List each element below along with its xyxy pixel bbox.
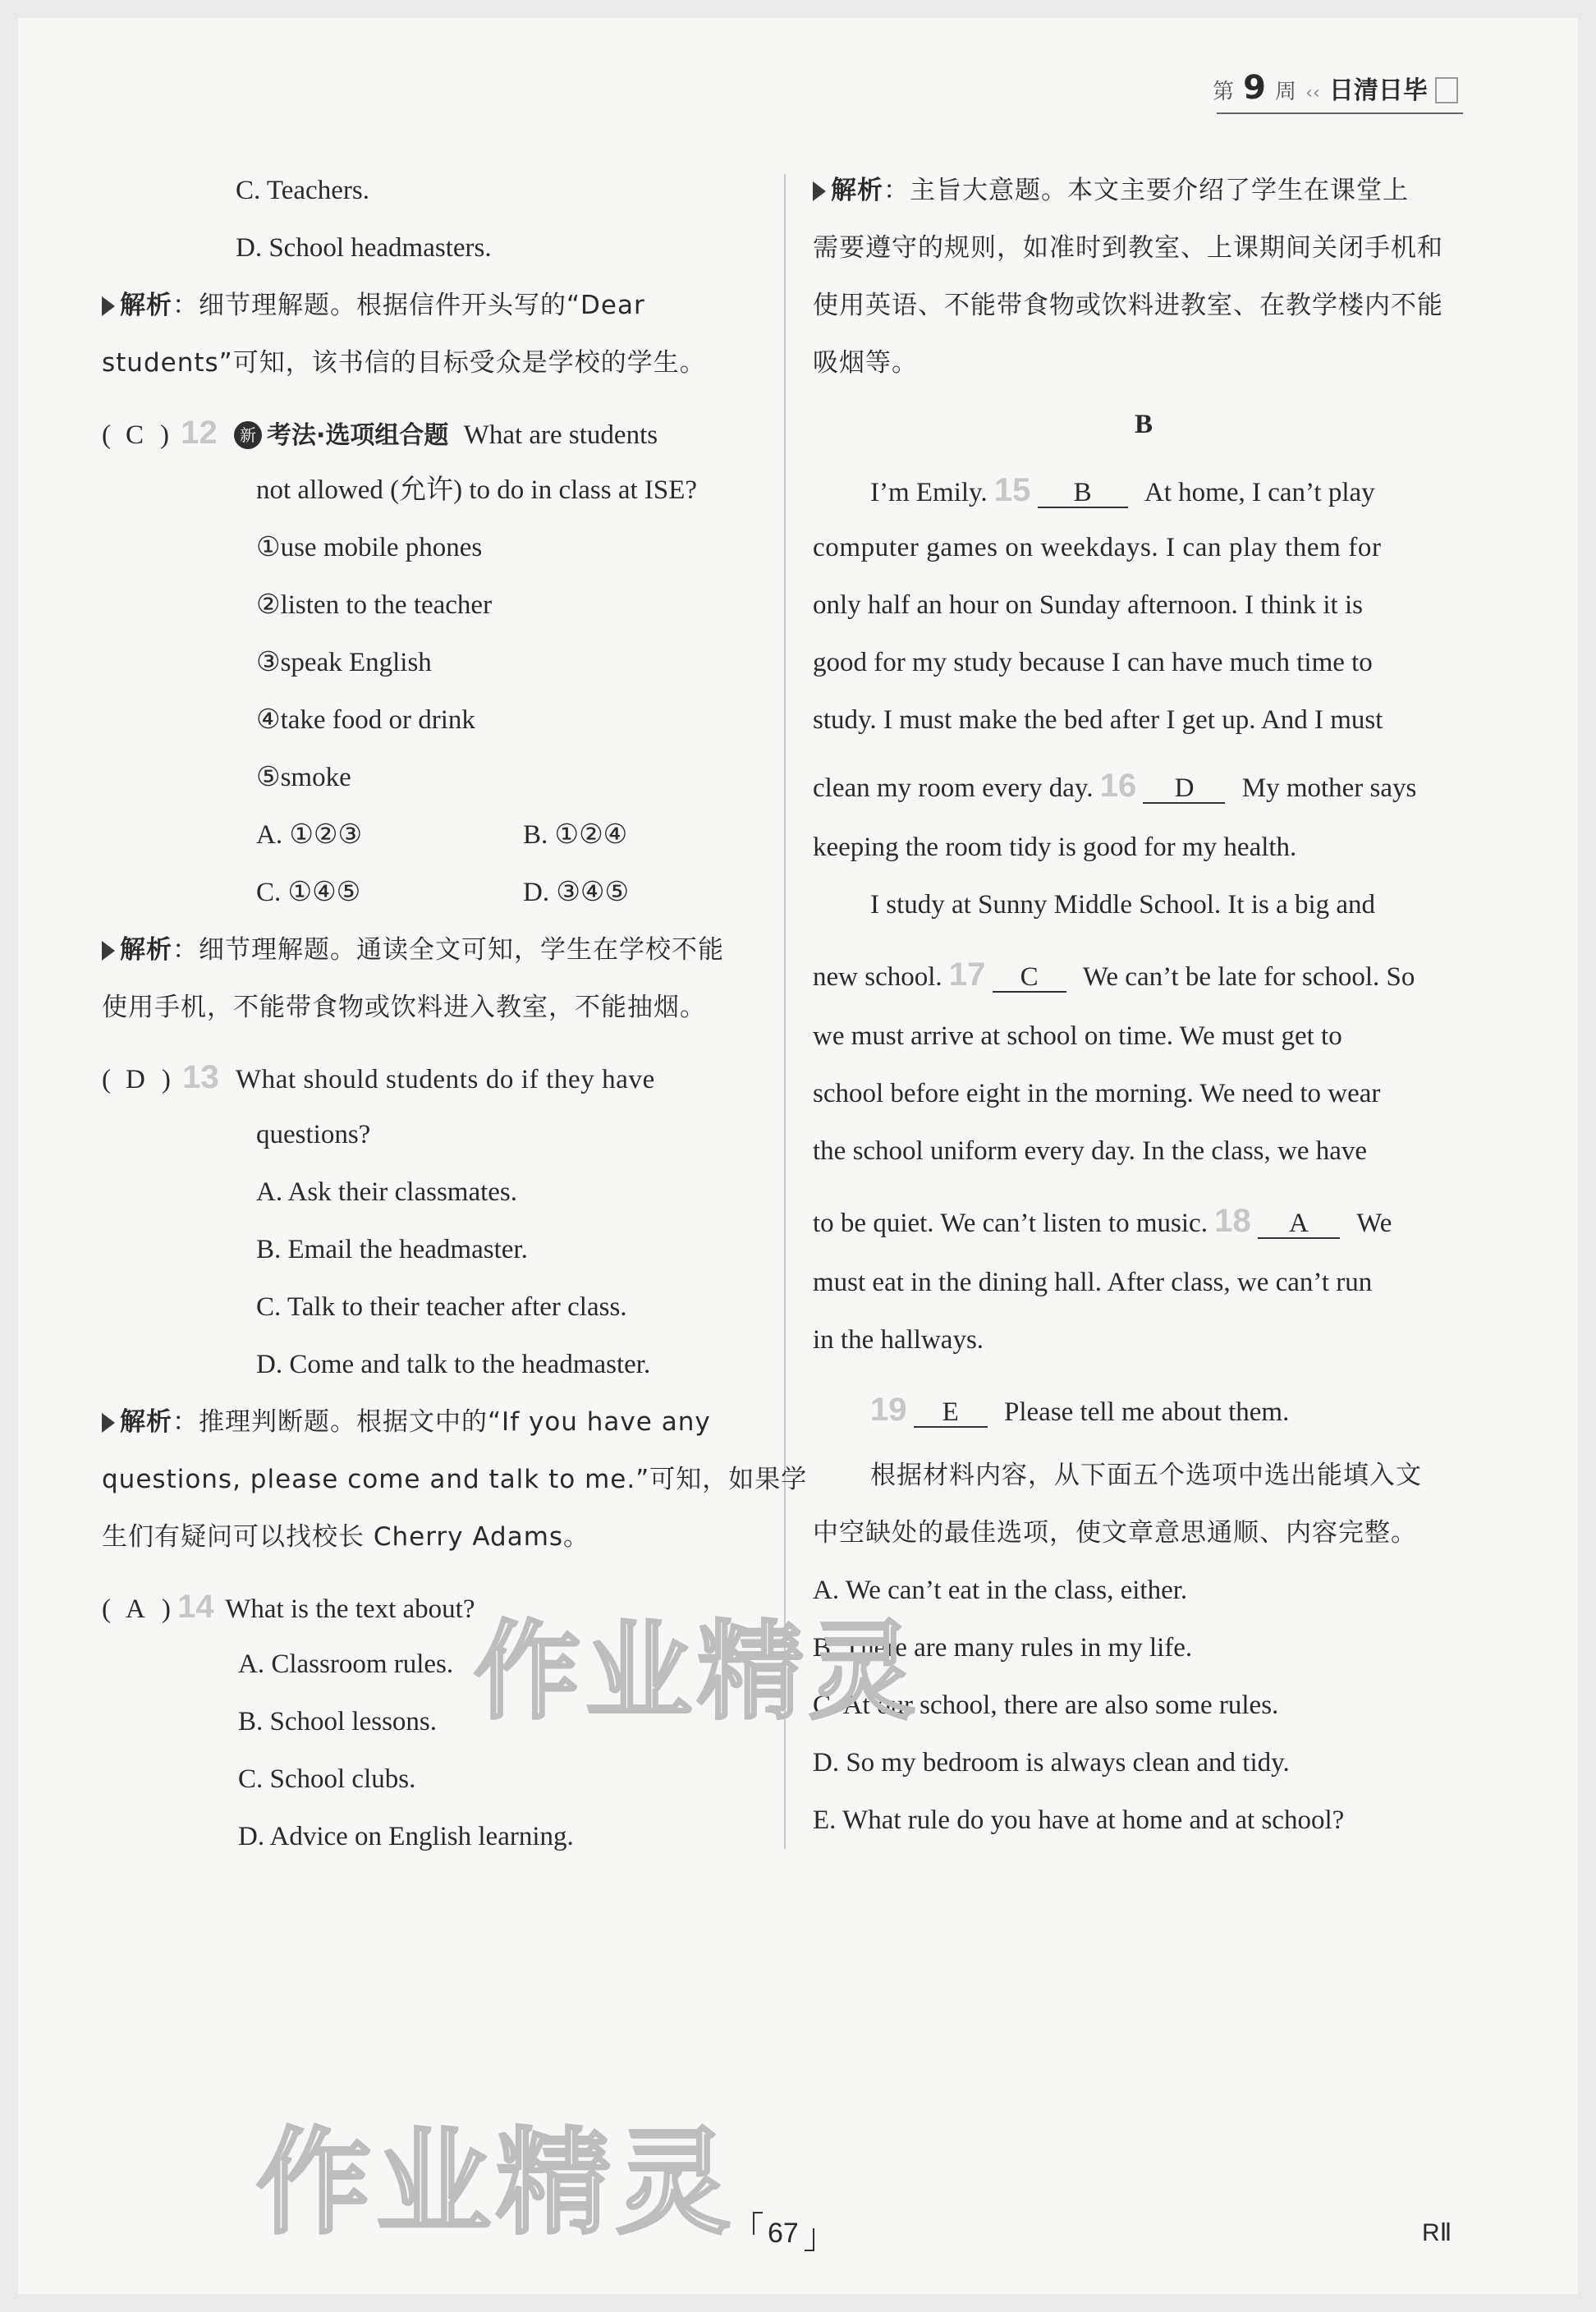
p2-after18: We [1356,1209,1392,1238]
p3-line-1 [870,1393,1289,1429]
instructions-line-1: 根据材料内容，从下面五个选项中选出能填入文 [870,1461,1422,1490]
page-number-bracket-left [753,2212,763,2235]
p1-after15: At home, I can’t play [1144,478,1375,507]
q16-answer-blank: D [1143,774,1225,804]
analysis-label: 解析 [831,176,883,205]
q14-number: 14 [177,1589,214,1625]
q11-analysis-line-2: students”可知，该书信的目标受众是学校的学生。 [102,348,706,378]
q13-option-a: A. Ask their classmates. [256,1177,518,1207]
watermark-bottom: 作业精灵 [256,2117,736,2250]
answer-paren: ( [102,420,126,450]
analysis-label: 解析 [120,291,172,320]
p2-line-6 [813,1204,1392,1240]
right-analysis-line-1 [813,174,1409,207]
choice-e: E. What rule do you have at home and at school? [813,1805,1345,1835]
section-title: B [1135,410,1153,439]
q12-option-a: A. ①②③ [256,820,363,850]
q13-number: 13 [182,1059,219,1095]
instructions-line-2: 中空缺处的最佳选项，使文章意思通顺、内容完整。 [813,1518,1417,1548]
week-number: 9 [1243,69,1266,107]
watermark-middle: 作业精灵 [474,1609,921,1734]
q13-answer: D [126,1065,145,1094]
p2-before18: to be quiet. We can’t listen to music. [813,1209,1208,1238]
q12-item-2: ②listen to the teacher [256,590,493,620]
p1-before16: clean my room every day. [813,773,1094,803]
q14-option-c: C. School clubs. [238,1764,416,1794]
p1-line-5: study. I must make the bed after I get up. And I must [813,705,1383,735]
q13-option-c: C. Talk to their teacher after class. [256,1292,627,1322]
q17-number: 17 [948,956,986,993]
p2-line-3: we must arrive at school on time. We must get to [813,1021,1342,1051]
q12-analysis-line-2: 使用手机，不能带食物或饮料进入教室，不能抽烟。 [102,993,706,1022]
p1-line-1 [870,474,1375,509]
page [18,18,1578,2294]
brand: 日清日毕 [1328,76,1428,105]
q13-option-b: B. Email the headmaster. [256,1235,528,1264]
chevron-icon: ‹‹ [1305,83,1320,103]
p2-line-5: the school uniform every day. In the class, we have [813,1136,1368,1166]
q12-item-4: ④take food or drink [256,705,475,735]
q14-option-d: D. Advice on English learning. [238,1822,574,1851]
header-underline [1217,112,1463,114]
q13-option-d: D. Come and talk to the headmaster. [256,1350,651,1379]
q12-stem-line-1: (C ) 12 新 考法·选项组合题 What are students [102,415,658,451]
q15-answer-blank: B [1038,479,1128,508]
p1-line-4: good for my study because I can have much time to [813,648,1373,677]
q12-stem: What are students [463,420,658,450]
q11-analysis-line-1 [102,289,645,322]
p1-line-6 [813,769,1416,805]
p2-line-8: in the hallways. [813,1325,984,1355]
q12-option-c: C. ①④⑤ [256,878,361,907]
header [1213,69,1458,110]
q12-item-3: ③speak English [256,648,432,677]
q19-answer-blank: E [914,1398,988,1428]
analysis-label: 解析 [120,1407,172,1437]
triangle-icon [102,1413,115,1433]
q14-stem-text: What is the text about? [225,1594,475,1624]
triangle-icon [813,181,826,201]
q12-stem-line-2: not allowed (允许) to do in class at ISE? [256,475,698,505]
q18-number: 18 [1214,1203,1251,1239]
choice-b: B. There are many rules in my life. [813,1633,1193,1663]
q12-number: 12 [181,415,218,451]
choice-a: A. We can’t eat in the class, either. [813,1576,1188,1605]
q12-tag: 考法·选项组合题 [267,421,449,450]
q13-stem-line-1: (D ) 13 What should students do if they have [102,1059,655,1095]
week-prefix: 第 [1213,80,1235,104]
q11-option-c: C. Teachers. [236,176,369,205]
q12-item-1: ①use mobile phones [256,533,483,562]
q13-analysis-line-2: questions, please come and talk to me.”可知，如果学 [102,1465,808,1494]
answer-paren: ( [102,1065,126,1094]
q13-analysis-line-1 [102,1406,711,1438]
q12-answer: C [126,420,144,450]
right-analysis-line-3: 使用英语、不能带食物或饮料进教室、在教学楼内不能 [813,291,1443,320]
p2-line-2 [813,958,1415,993]
p1-intro: I’m Emily. [870,478,988,507]
q13-stem: What should students do if they have [235,1065,655,1094]
q14-option-b: B. School lessons. [238,1707,438,1736]
right-analysis-line-4: 吸烟等。 [813,348,918,378]
q12-item-5: ⑤smoke [256,763,351,792]
p2-after17: We can’t be late for school. So [1082,962,1415,992]
triangle-icon [102,941,115,961]
p2-line-1: I study at Sunny Middle School. It is a big and [870,890,1376,920]
q18-answer-blank: A [1258,1209,1340,1239]
q12-analysis-line-1 [102,934,724,966]
p1-line-2: computer games on weekdays. I can play them for [813,533,1382,562]
analysis-text: ：细节理解题。根据信件开头写的“Dear [172,291,645,320]
new-badge-icon: 新 [234,421,262,449]
q13-stem-line-2: questions? [256,1120,371,1149]
page-number-bracket-right [805,2228,814,2251]
q14-stem: (A ) 14 What is the text about? [102,1589,475,1625]
q19-number: 19 [870,1392,907,1428]
q11-option-d: D. School headmasters. [236,233,492,263]
p1-after16: My mother says [1241,773,1417,803]
analysis-text: ：主旨大意题。本文主要介绍了学生在课堂上 [883,176,1409,205]
q16-number: 16 [1099,768,1137,804]
p2-before17: new school. [813,962,942,992]
p2-line-7: must eat in the dining hall. After class, we can’t run [813,1268,1373,1297]
analysis-text: ：推理判断题。根据文中的“If you have any [172,1407,711,1437]
triangle-icon [102,296,115,316]
analysis-label: 解析 [120,935,172,965]
right-analysis-line-2: 需要遵守的规则，如准时到教室、上课期间关闭手机和 [813,233,1443,263]
q13-analysis-line-3: 生们有疑问可以找校长 Cherry Adams。 [102,1522,590,1552]
q14-answer: A [126,1594,145,1624]
q17-answer-blank: C [993,963,1066,993]
edition-mark: RⅡ [1422,2219,1452,2246]
answer-paren: ( [102,1594,126,1624]
p2-line-4: school before eight in the morning. We need to wear [813,1079,1381,1108]
q12-option-b: B. ①②④ [523,820,628,850]
page-number: 67 [768,2218,799,2249]
analysis-text: ：细节理解题。通读全文可知，学生在学校不能 [172,935,724,965]
choice-c: C. At our school, there are also some rules. [813,1690,1279,1720]
q15-number: 15 [993,472,1031,508]
p1-line-3: only half an hour on Sunday afternoon. I think it is [813,590,1363,620]
q12-option-d: D. ③④⑤ [523,878,630,907]
box-icon [1435,77,1458,103]
p1-line-7: keeping the room tidy is good for my health. [813,833,1297,862]
week-suffix: 周 [1275,80,1297,104]
choice-d: D. So my bedroom is always clean and tidy. [813,1748,1290,1778]
q14-option-a: A. Classroom rules. [238,1649,454,1679]
p3-after19: Please tell me about them. [1004,1397,1290,1427]
